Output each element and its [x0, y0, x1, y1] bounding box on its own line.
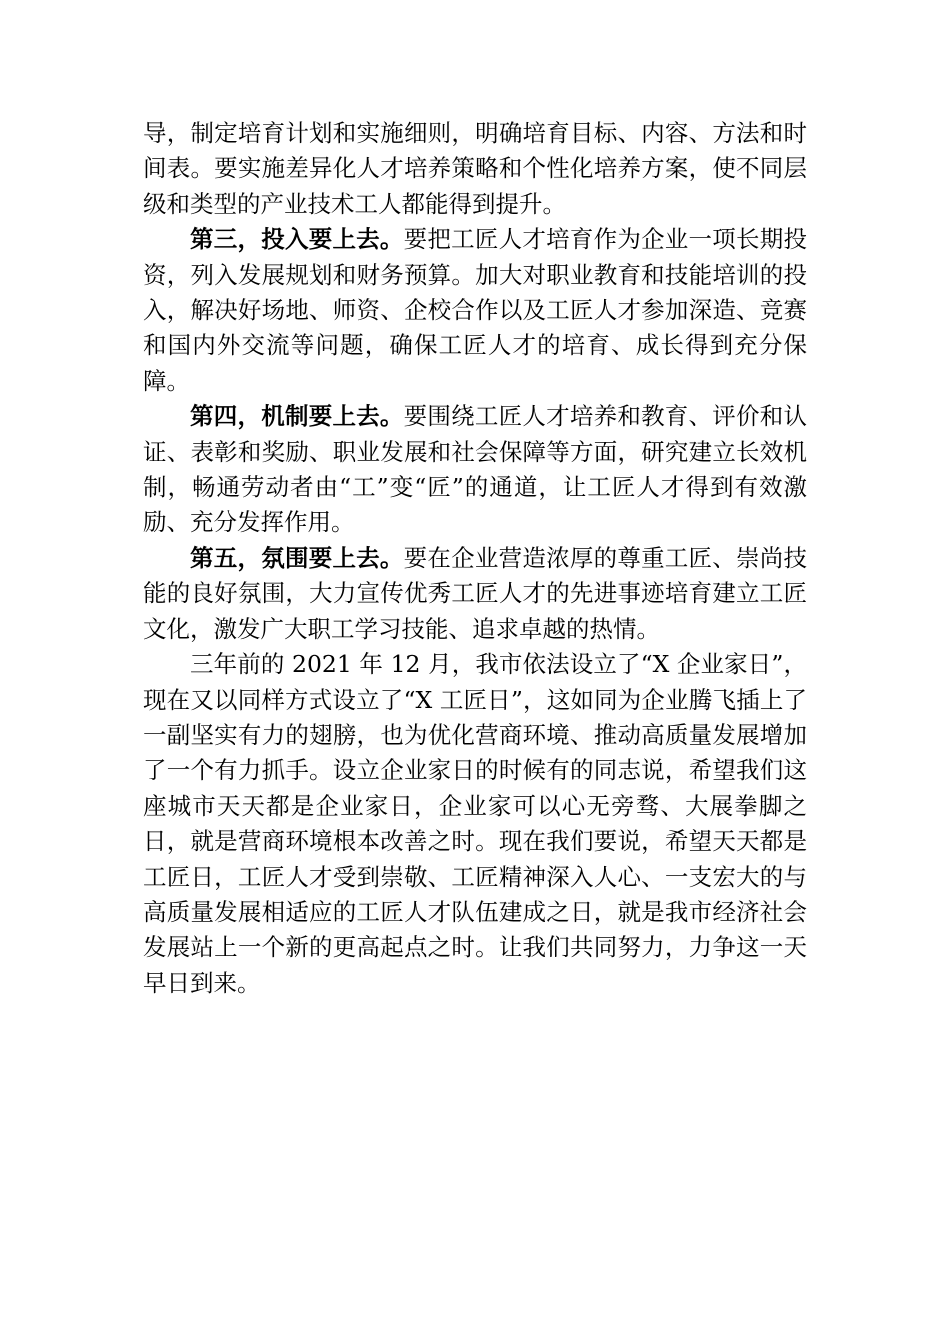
- paragraph-text: 要围绕工匠人才培养和教育、评价和认证、表彰和奖励、职业发展和社会保障等方面，研究建立长效机制，畅通劳动者由“工”变“匠”的通道，让工匠人才得到有效激励、充分发挥作用。: [143, 402, 808, 537]
- paragraph-lead: 第五，氛围要上去。: [190, 543, 404, 572]
- paragraph-text: 导，制定培育计划和实施细则，明确培育目标、内容、方法和时间表。要实施差异化人才培养策略和个性化培养方案，使不同层级和类型的产业技术工人都能得到提升。: [143, 119, 807, 218]
- document-body: [143, 116, 807, 1001]
- paragraph-investment: [143, 222, 807, 399]
- paragraph-atmosphere: [143, 541, 807, 647]
- paragraph-lead: 第三，投入要上去。: [190, 225, 404, 254]
- paragraph-training-plan: [143, 116, 807, 222]
- paragraph-text: 要在企业营造浓厚的尊重工匠、崇尚技能的良好氛围，大力宣传优秀工匠人才的先进事迹培育建立工匠文化，激发广大职工学习技能、追求卓越的热情。: [143, 543, 808, 643]
- paragraph-lead: 第四，机制要上去。: [190, 402, 404, 431]
- paragraph-text: 三年前的 2021 年 12 月，我市依法设立了“X 企业家日”，现在又以同样方式设立了“X 工匠日”，这如同为企业腾飞插上了一副坚实有力的翅膀，也为优化营商环境、推动高质量发展增加了一个有力抓手。设立企业家日的时候有的同志说，希望我们这座城市天天都是企业家日，企业家可以心无旁骛、大展拳脚之日，就是营商环境根本改善之时。现在我们要说，希望天天都是工匠日，工匠人才受到崇敬、工匠精神深入人心、一支宏大的与高质量发展相适应的工匠人才队伍建成之日，就是我市经济社会发展站上一个新的更高起点之时。让我们共同努力，力争这一天早日到来。: [143, 650, 807, 997]
- paragraph-text: 要把工匠人才培育作为企业一项长期投资，列入发展规划和财务预算。加大对职业教育和技能培训的投入，解决好场地、师资、企校合作以及工匠人才参加深造、竞赛和国内外交流等问题，确保工匠人才的培育、成长得到充分保障。: [143, 225, 808, 395]
- paragraph-craftsman-day: [143, 647, 807, 1001]
- paragraph-mechanism: [143, 399, 807, 541]
